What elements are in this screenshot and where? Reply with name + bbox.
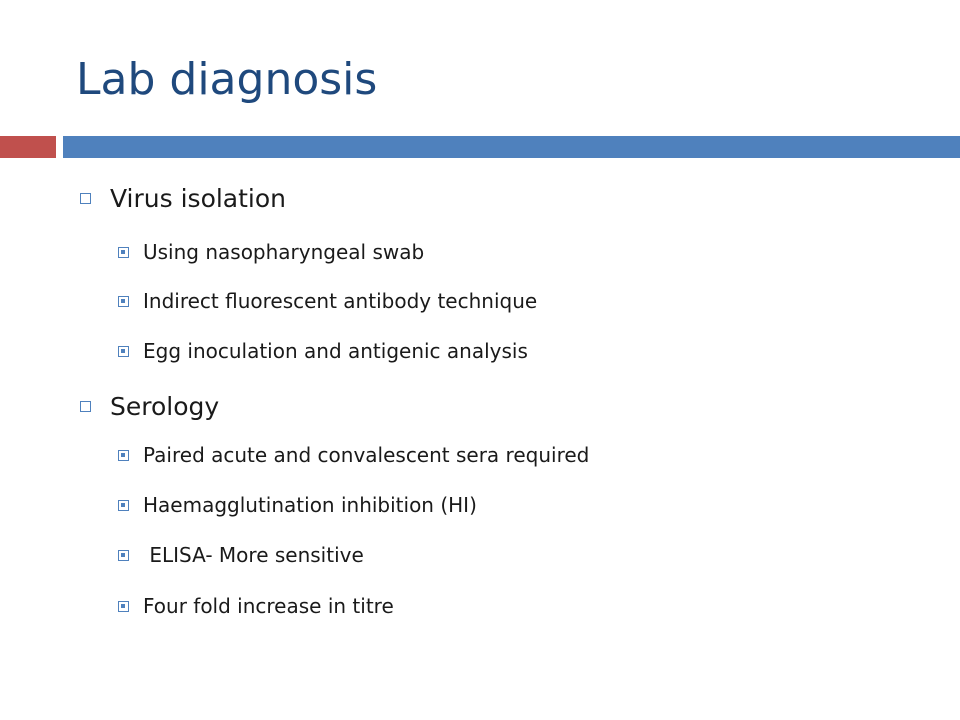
bullet-serology	[80, 390, 219, 424]
sub-bullet	[118, 491, 477, 519]
filled-square-icon	[118, 346, 129, 357]
sub-bullet-text: Egg inoculation and antigenic analysis	[143, 339, 528, 363]
filled-square-icon	[118, 550, 129, 561]
bullet-text: Serology	[110, 392, 220, 421]
hollow-square-icon	[80, 401, 91, 412]
sub-bullet-text: Using nasopharyngeal swab	[143, 240, 425, 264]
filled-square-icon	[118, 247, 129, 258]
sub-bullet-text: Paired acute and convalescent sera required	[143, 443, 590, 467]
sub-bullet	[118, 238, 424, 266]
hollow-square-icon	[80, 193, 91, 204]
filled-square-icon	[118, 296, 129, 307]
sub-bullet-text: Haemagglutination inhibition (HI)	[143, 493, 477, 517]
sub-bullet-text: ELISA- More sensitive	[143, 543, 364, 567]
sub-bullet	[118, 287, 537, 315]
slide-title: Lab diagnosis	[76, 54, 378, 105]
sub-bullet	[118, 441, 589, 469]
filled-square-icon	[118, 450, 129, 461]
bullet-virus-isolation	[80, 182, 286, 216]
filled-square-icon	[118, 500, 129, 511]
filled-square-icon	[118, 601, 129, 612]
sub-bullet	[118, 592, 394, 620]
sub-bullet	[118, 541, 364, 569]
bullet-text: Virus isolation	[110, 184, 287, 213]
sub-bullet	[118, 337, 528, 365]
sub-bullet-text: Four fold increase in titre	[143, 594, 394, 618]
sub-bullet-text: Indirect fluorescent antibody technique	[143, 289, 538, 313]
